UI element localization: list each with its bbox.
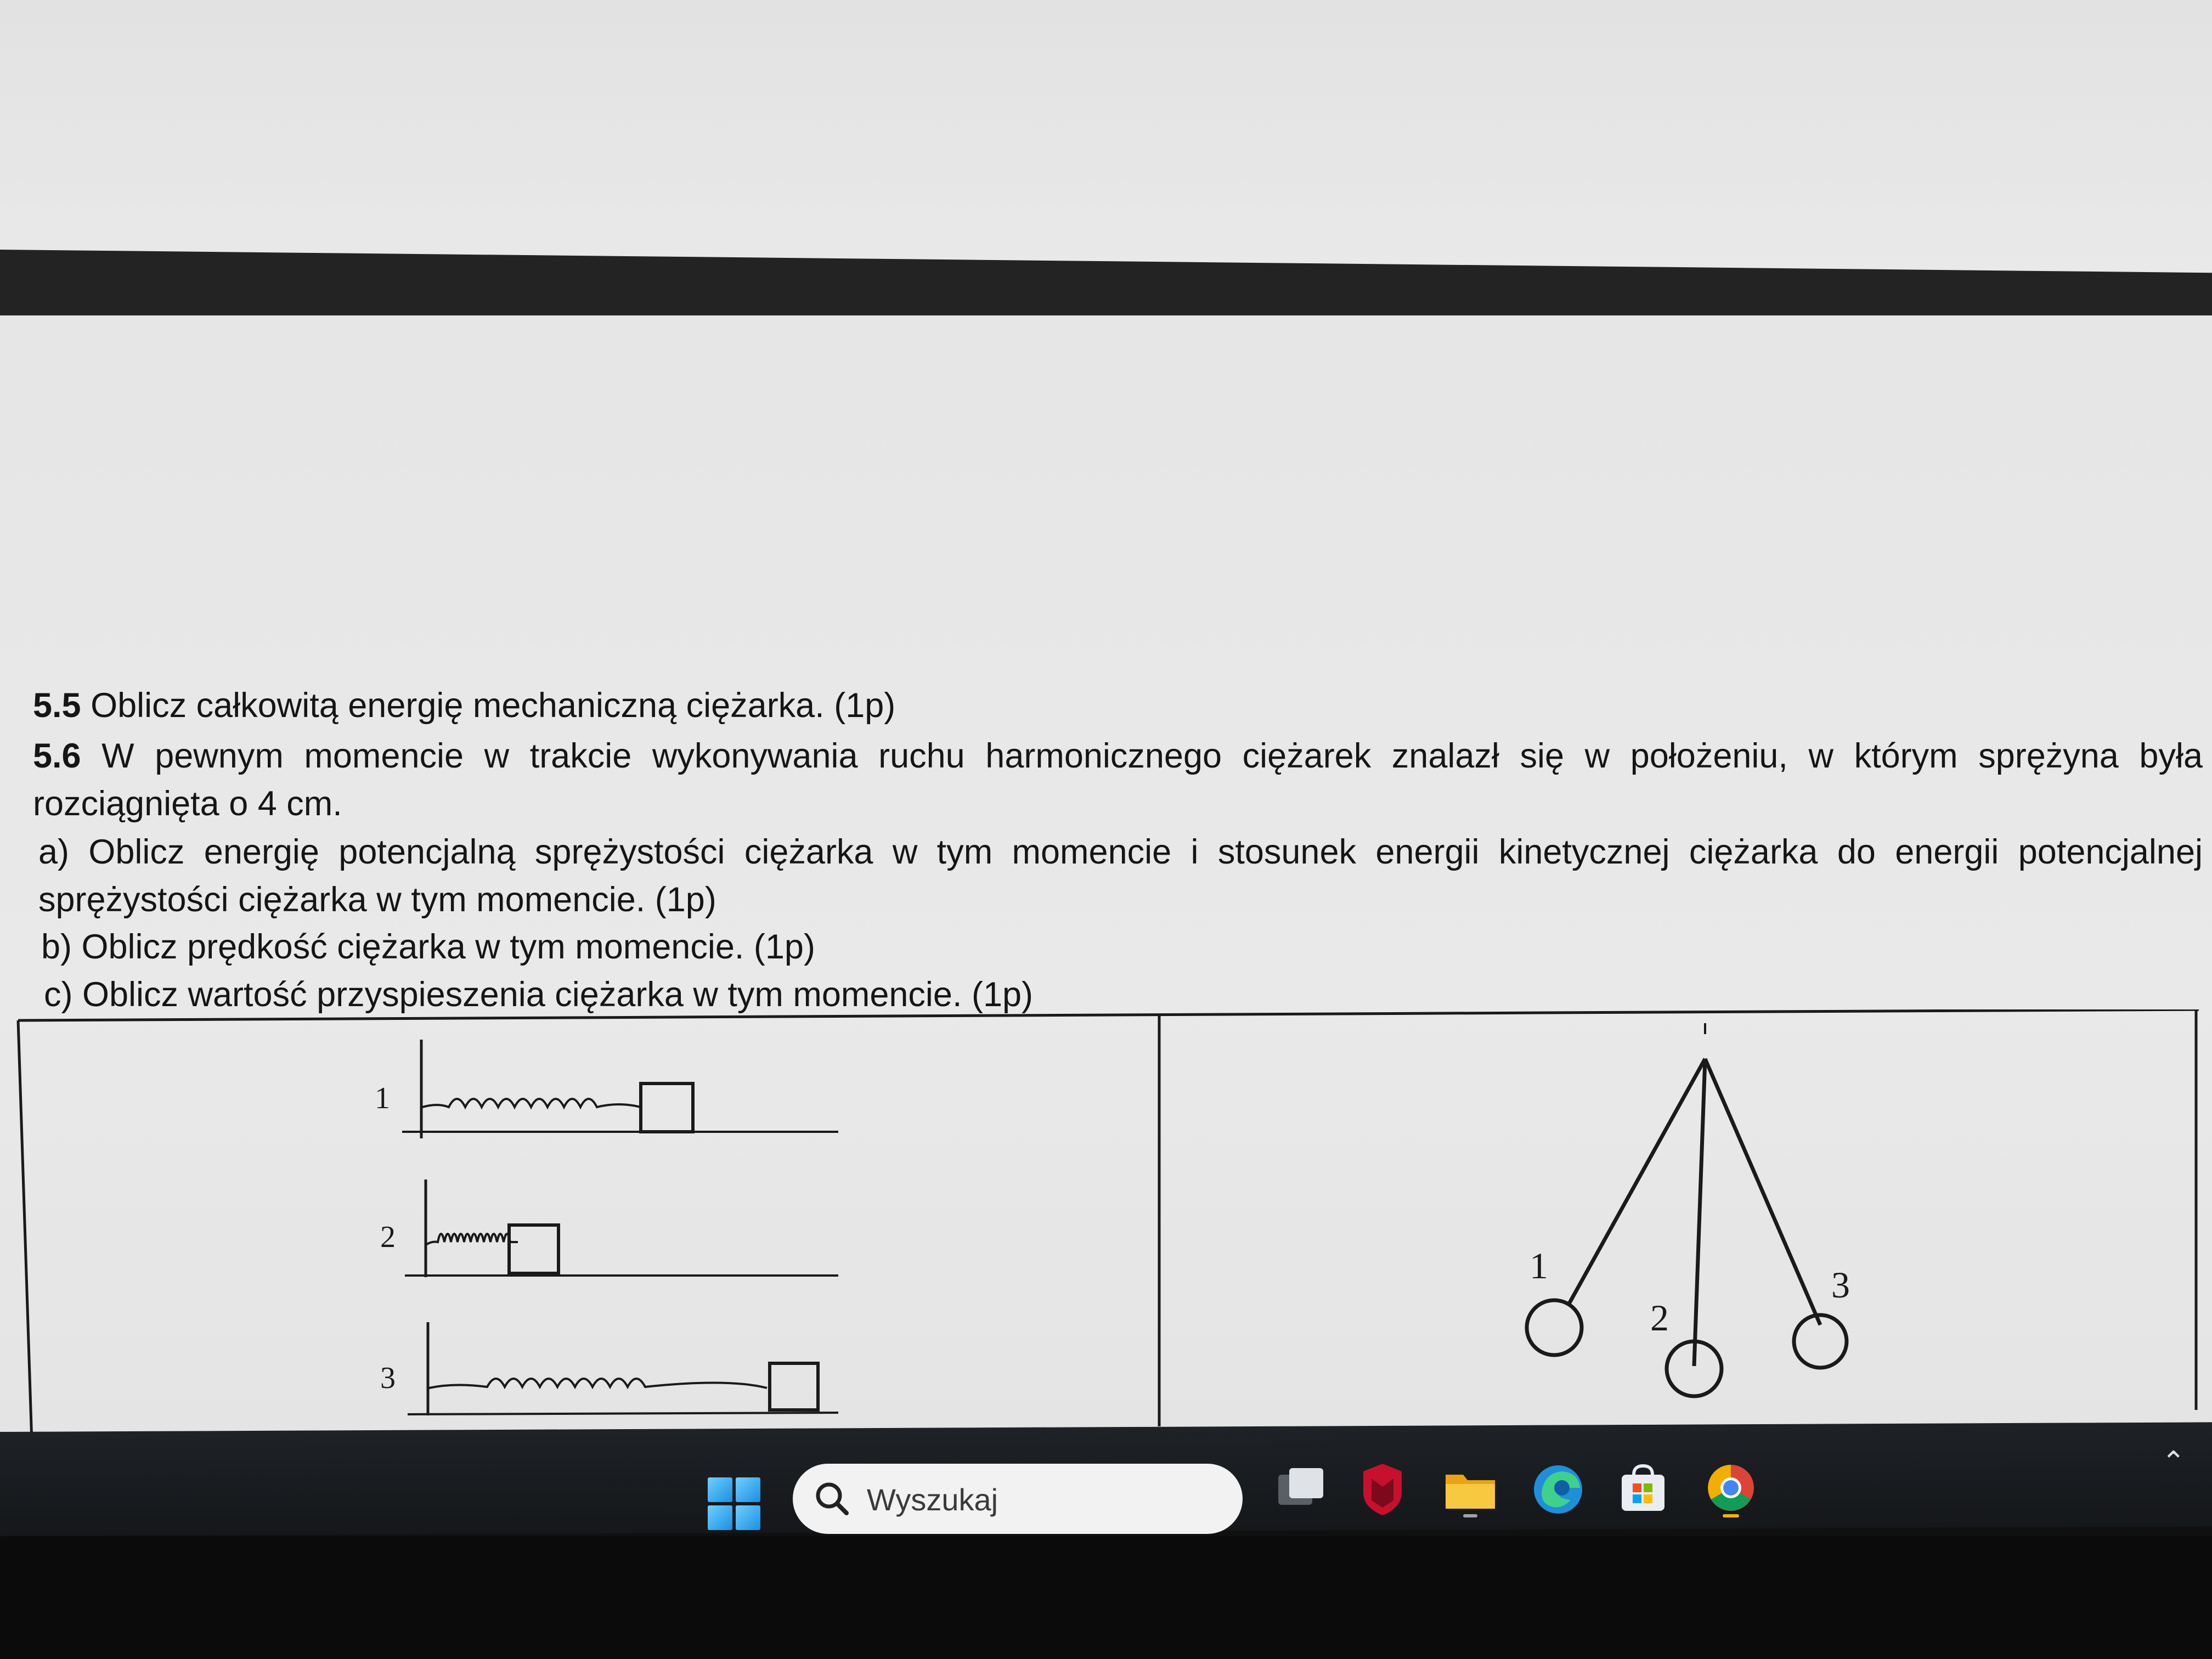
file-explorer-icon[interactable] — [1440, 1459, 1500, 1520]
question-5-6-c: c) Oblicz wartość przyspieszenia ciężarka w tym momencie. (1p) — [44, 975, 1034, 1014]
edge-icon[interactable] — [1528, 1459, 1588, 1520]
figure-frames — [18, 1009, 2199, 1443]
pendulum-label-2: 2 — [1650, 1297, 1669, 1339]
mcafee-icon[interactable] — [1352, 1459, 1413, 1520]
spring-system-1 — [402, 1040, 838, 1138]
store-icon[interactable] — [1613, 1459, 1673, 1520]
question-5-6-a-line-2: sprężystości ciężarka w tym momencie. (1p) — [38, 881, 716, 919]
task-view-icon[interactable] — [1270, 1459, 1330, 1520]
spring-3 — [429, 1379, 767, 1388]
frame-top-line — [18, 1009, 2199, 1020]
pendulum-string-1 — [1568, 1059, 1705, 1306]
search-icon — [814, 1480, 850, 1516]
pendulum-string-2 — [1694, 1059, 1705, 1366]
taskbar-search-box[interactable] — [793, 1464, 1243, 1534]
start-tile-2 — [736, 1477, 760, 1502]
chrome-icon[interactable] — [1701, 1459, 1761, 1520]
spring-system-2 — [405, 1180, 838, 1277]
question-5-6-text: W pewnym momencie w trakcie wykonywania ruchu harmonicznego ciężarek znalazł się w położeniu, w którym sprężyna była — [81, 737, 2203, 775]
question-5-6-b: b) Oblicz prędkość ciężarka w tym momencie. (1p) — [41, 928, 815, 966]
spring-2 — [427, 1234, 518, 1244]
start-tile-3 — [708, 1505, 732, 1530]
spring-1 — [422, 1099, 641, 1107]
spring-system-3 — [408, 1322, 838, 1415]
question-5-5 — [33, 682, 895, 729]
block-2 — [509, 1225, 558, 1273]
block-3 — [770, 1363, 818, 1410]
chevron-up-icon[interactable]: ⌃ — [2162, 1446, 2186, 1478]
pendulum — [1527, 1023, 1847, 1396]
figure-area — [15, 1009, 2199, 1443]
search-placeholder: Wyszukaj — [867, 1482, 998, 1517]
question-5-6-line-2: rozciągnięta o 4 cm. — [33, 785, 342, 823]
pendulum-label-1: 1 — [1530, 1245, 1548, 1286]
spring-label-1: 1 — [375, 1081, 390, 1115]
question-5-6-a-line-1: a) Oblicz energię potencjalną sprężystości ciężarka w tym momencie i stosunek energii kinetycznej ciężarka do energii potencjalnej — [38, 833, 2203, 871]
block-1 — [641, 1084, 693, 1132]
start-tile-1 — [708, 1477, 732, 1502]
figures-svg — [15, 1009, 2199, 1443]
question-5-6-line-1 — [33, 732, 2203, 780]
spring-label-2: 2 — [380, 1220, 396, 1254]
start-tile-4 — [736, 1505, 760, 1530]
floor-3 — [408, 1413, 838, 1414]
frame-left-line — [18, 1020, 32, 1443]
pendulum-label-3: 3 — [1831, 1264, 1850, 1306]
question-5-5-text: Oblicz całkowitą energię mechaniczną ciężarka. (1p) — [81, 686, 896, 725]
pendulum-string-3 — [1705, 1059, 1820, 1325]
spring-label-3: 3 — [380, 1361, 396, 1395]
windows-start-icon[interactable] — [708, 1477, 760, 1530]
question-5-5-number: 5.5 — [33, 686, 81, 725]
question-5-6-number: 5.6 — [33, 737, 81, 775]
monitor-bezel — [0, 1536, 2212, 1659]
pendulum-bob-1 — [1527, 1300, 1582, 1355]
